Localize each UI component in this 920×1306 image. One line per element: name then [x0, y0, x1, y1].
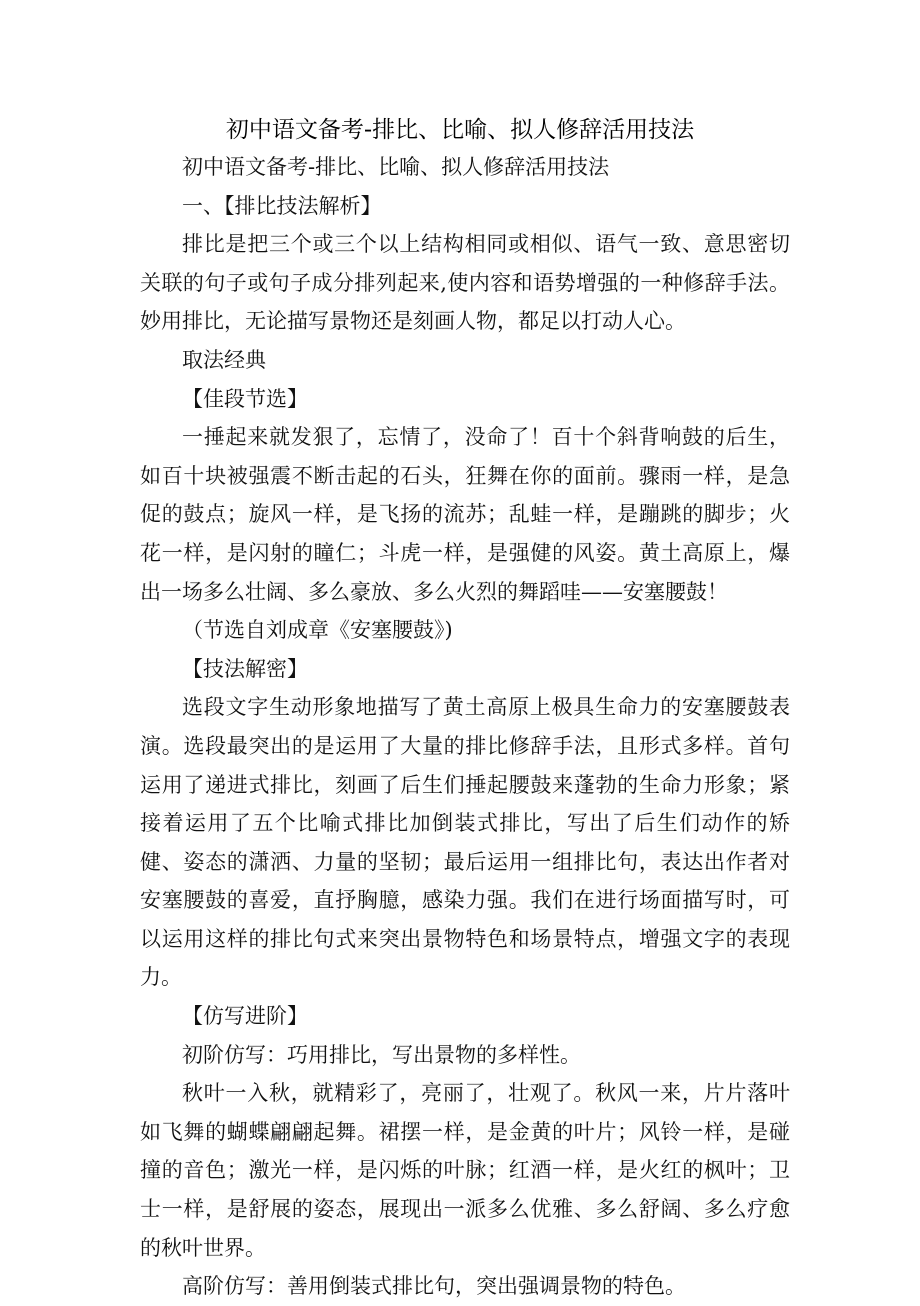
definition-paragraph: 排比是把三个或三个以上结构相同或相似、语气一致、意思密切关联的句子或句子成分排列起来,使内容和语势增强的一种修辞手法。妙用排比，无论描写景物还是刻画人物，都足以打动人心。 [140, 232, 790, 334]
classic-examples-heading: 取法经典 [182, 347, 266, 372]
excerpt-source: （节选自刘成章《安塞腰鼓》) [182, 618, 453, 643]
imitation-heading: 【仿写进阶】 [182, 1004, 308, 1029]
section-heading-parallelism: 一、【排比技法解析】 [182, 193, 382, 218]
excerpt-heading: 【佳段节选】 [182, 386, 308, 411]
subtitle-paragraph: 初中语文备考-排比、比喻、拟人修辞活用技法 [182, 155, 610, 179]
document-title: 初中语文备考-排比、比喻、拟人修辞活用技法 [225, 117, 695, 143]
technique-analysis-paragraph: 选段文字生动形象地描写了黄土高原上极具生命力的安塞腰鼓表演。选段最突出的是运用了大量的排比修辞手法，且形式多样。首句运用了递进式排比，刻画了后生们捶起腰鼓来蓬勃的生命力形象；紧接着运用了五个比喻式排比加倒装式排比，写出了后生们动作的矫健、姿态的潇洒、力量的坚韧；最后运用一组排比句，表达出作者对安塞腰鼓的喜爱，直抒胸臆，感染力强。我们在进行场面描写时，可以运用这样的排比句式来突出景物特色和场景特点，增强文字的表现力。 [140, 695, 790, 990]
excerpt-paragraph: 一捶起来就发狠了，忘情了，没命了！百十个斜背响鼓的后生，如百十块被强震不断击起的石头，狂舞在你的面前。骤雨一样，是急促的鼓点；旋风一样，是飞扬的流苏；乱蛙一样，是蹦跳的脚步；火花一样，是闪射的瞳仁；斗虎一样，是强健的风姿。黄土高原上，爆出一场多么壮阔、多么豪放、多么火烈的舞蹈哇——安塞腰鼓！ [140, 425, 790, 604]
document-body [140, 148, 790, 1306]
technique-heading: 【技法解密】 [182, 656, 308, 681]
beginner-imitation-paragraph: 秋叶一入秋，就精彩了，亮丽了，壮观了。秋风一来，片片落叶如飞舞的蝴蝶翩翩起舞。裙摆一样，是金黄的叶片；风铃一样，是碰撞的音色；激光一样，是闪烁的叶脉；红酒一样，是火红的枫叶；卫士一样，是舒展的姿态，展现出一派多么优雅、多么舒阔、多么疗愈的秋叶世界。 [140, 1081, 790, 1260]
beginner-imitation-intro: 初阶仿写：巧用排比，写出景物的多样性。 [182, 1042, 581, 1067]
advanced-imitation-intro: 高阶仿写：善用倒装式排比句，突出强调景物的特色。 [182, 1274, 686, 1299]
